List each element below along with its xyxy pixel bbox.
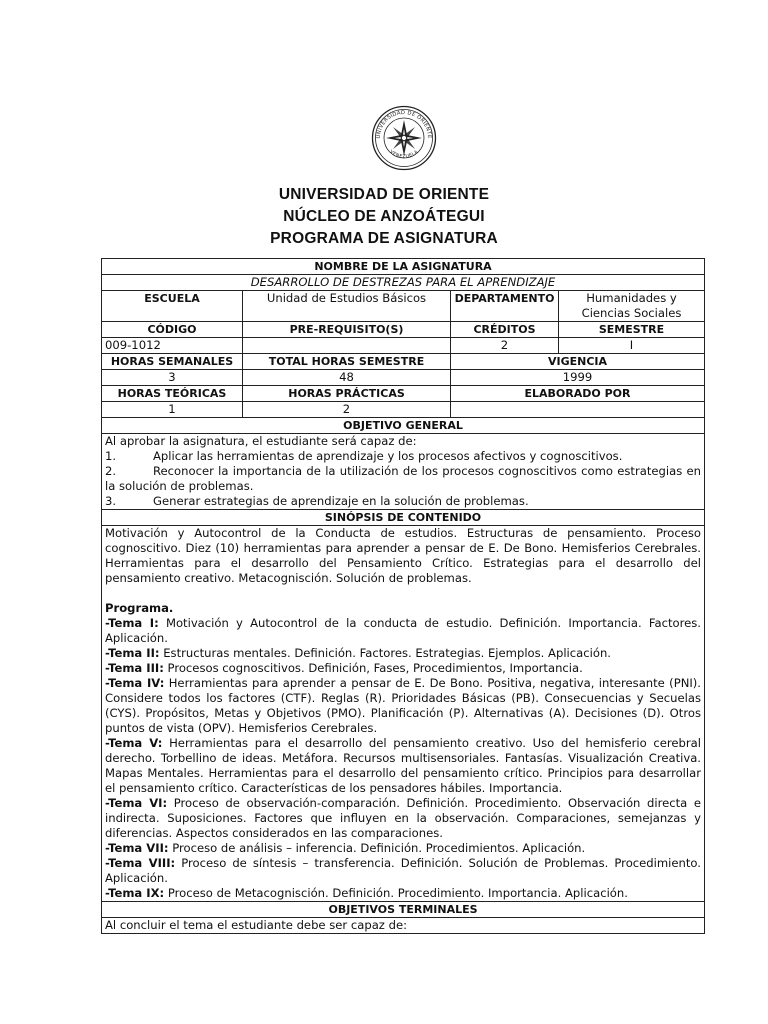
tema-item: -Tema I: Motivación y Autocontrol de la conducta de estudio. Definición. Importancia. Factores. Aplicación.	[105, 616, 701, 645]
objetivo-item: 3. Generar estrategias de aprendizaje en la solución de problemas.	[105, 494, 529, 508]
horas-teoricas-value: 1	[102, 402, 243, 418]
svg-text:VENEZUELA: VENEZUELA	[388, 149, 420, 160]
course-name: DESARROLLO DE DESTREZAS PARA EL APRENDIZAJE	[102, 275, 705, 291]
objetivos-terminales-intro: Al concluir el tema el estudiante debe ser capaz de:	[102, 918, 705, 934]
objetivo-intro: Al aprobar la asignatura, el estudiante será capaz de:	[105, 434, 417, 448]
semestre-label: SEMESTRE	[559, 322, 705, 338]
tema-item: -Tema VII: Proceso de análisis – inferencia. Definición. Procedimientos. Aplicación.	[105, 841, 586, 855]
tema-item: -Tema III: Procesos cognoscitivos. Definición, Fases, Procedimientos, Importancia.	[105, 661, 583, 675]
prerequisito-label: PRE-REQUISITO(S)	[243, 322, 451, 338]
tema-item: -Tema II: Estructuras mentales. Definición. Factores. Estrategias. Ejemplos. Aplicación.	[105, 646, 611, 660]
creditos-value: 2	[451, 338, 559, 354]
departamento-value: Humanidades y Ciencias Sociales	[559, 291, 705, 322]
elaborado-label: ELABORADO POR	[451, 386, 705, 402]
document-title: PROGRAMA DE ASIGNATURA	[270, 230, 498, 247]
horas-semanales-value: 3	[102, 370, 243, 386]
total-horas-value: 48	[243, 370, 451, 386]
university-seal-logo	[371, 105, 437, 171]
horas-teoricas-label: HORAS TEÓRICAS	[102, 386, 243, 402]
total-horas-label: TOTAL HORAS SEMESTRE	[243, 354, 451, 370]
horas-practicas-value: 2	[243, 402, 451, 418]
tema-item: -Tema V: Herramientas para el desarrollo del pensamiento creativo. Uso del hemisferio cerebral derecho. Torbellino de ideas. Metáfora. Recursos multisensoriales. Fantasías. Visualización Creativa. Mapas Mentales. Herramientas para el desarrollo del pensamiento crítico. Principios para desarrollar el pensamiento crítico. Características de los pensadores hábiles. Importancia.	[105, 736, 701, 795]
horas-semanales-label: HORAS SEMANALES	[102, 354, 243, 370]
elaborado-value	[451, 402, 705, 418]
course-program-table	[101, 258, 705, 934]
tema-item: -Tema IX: Proceso de Metacognisción. Definición. Procedimiento. Importancia. Aplicación.	[105, 886, 628, 900]
codigo-label: CÓDIGO	[102, 322, 243, 338]
tema-item: -Tema IV: Herramientas para aprender a pensar de E. De Bono. Positiva, negativa, interesante (PNI). Considere todos los factores (CTF). Reglas (R). Prioridades Básicas (PB). Consecuencias y Secuelas (CYS). Propósitos, Metas y Objetivos (PMO). Planificación (P). Alternativas (A). Decisiones (D). Otros puntos de vista (OPV). Hemisferios Cerebrales.	[105, 676, 701, 735]
sinopsis-label: SINÓPSIS DE CONTENIDO	[102, 510, 705, 526]
objetivo-item: 1. Aplicar las herramientas de aprendizaje y los procesos afectivos y cognoscitivos.	[105, 449, 623, 463]
vigencia-label: VIGENCIA	[451, 354, 705, 370]
tema-item: -Tema VIII: Proceso de síntesis – transferencia. Definición. Solución de Problemas. Procedimiento. Aplicación.	[105, 856, 701, 885]
programa-label: Programa.	[105, 601, 174, 615]
objetivo-item: 2. Reconocer la importancia de la utilización de los procesos cognoscitivos como estrategias en la solución de problemas.	[105, 464, 701, 493]
creditos-label: CRÉDITOS	[451, 322, 559, 338]
vigencia-value: 1999	[451, 370, 705, 386]
escuela-label: ESCUELA	[102, 291, 243, 322]
campus-name: NÚCLEO DE ANZOÁTEGUI	[283, 208, 485, 225]
sinopsis-content	[102, 526, 705, 902]
sinopsis-text: Motivación y Autocontrol de la Conducta de estudios. Estructuras de pensamiento. Proceso cognoscitivo. Diez (10) herramientas para aprender a pensar de E. De Bono. Hemisferios Cerebrales. Herramientas para el desarrollo del Pensamiento Crítico. Estrategias para el desarrollo del pensamiento creativo. Metacognisción. Solución de problemas.	[105, 526, 701, 585]
escuela-value: Unidad de Estudios Básicos	[243, 291, 451, 322]
horas-practicas-label: HORAS PRÁCTICAS	[243, 386, 451, 402]
codigo-value: 009-1012	[102, 338, 243, 354]
svg-text:UNIVERSIDAD DE ORIENTE: UNIVERSIDAD DE ORIENTE	[375, 109, 433, 139]
departamento-label: DEPARTAMENTO	[451, 291, 559, 322]
objetivo-general-content	[102, 434, 705, 510]
course-name-label: NOMBRE DE LA ASIGNATURA	[102, 259, 705, 275]
objetivo-general-label: OBJETIVO GENERAL	[102, 418, 705, 434]
objetivos-terminales-label: OBJETIVOS TERMINALES	[102, 902, 705, 918]
semestre-value: I	[559, 338, 705, 354]
prerequisito-value	[243, 338, 451, 354]
tema-item: -Tema VI: Proceso de observación-comparación. Definición. Procedimiento. Observación directa e indirecta. Suposiciones. Factores que influyen en la observación. Comparaciones, semejanzas y diferencias. Aspectos considerados en las comparaciones.	[105, 796, 702, 840]
university-name: UNIVERSIDAD DE ORIENTE	[278, 186, 490, 203]
